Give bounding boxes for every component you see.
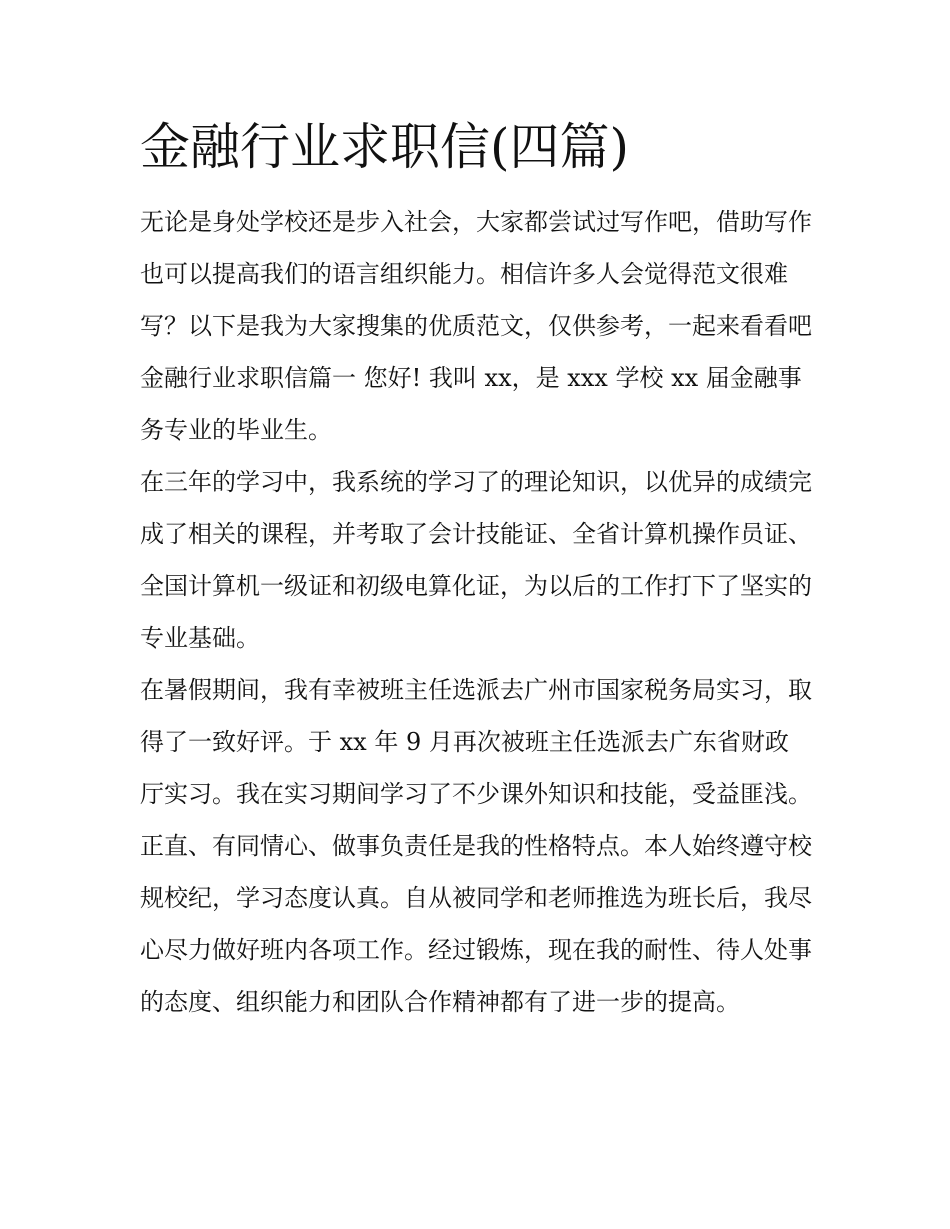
study-paragraph: 在三年的学习中，我系统的学习了的理论知识，以优异的成绩完成了相关的课程，并考取了会计技能证、全省计算机操作员证、全国计算机一级证和初级电算化证，为以后的工作打下了坚实的专业基础。 bbox=[140, 468, 812, 652]
document-title: 金融行业求职信(四篇) bbox=[140, 118, 630, 176]
intro-paragraph: 无论是身处学校还是步入社会，大家都尝试过写作吧，借助写作也可以提高我们的语言组织能力。相信许多人会觉得范文很难写？以下是我为大家搜集的优质范文，仅供参考，一起来看看吧 bbox=[140, 208, 812, 340]
letter-opening-paragraph: 金融行业求职信篇一 您好! 我叫 xx，是 xxx 学校 xx 届金融事务专业的毕业生。 bbox=[140, 364, 802, 444]
document-body bbox=[140, 196, 812, 1028]
internship-paragraph: 在暑假期间，我有幸被班主任选派去广州市国家税务局实习，取得了一致好评。于 xx 年 9 月再次被班主任选派去广东省财政厅实习。我在实习期间学习了不少课外知识和技能，受益匪浅。正直、有同情心、做事负责任是我的性格特点。本人始终遵守校规校纪，学习态度认真。自从被同学和老师推选为班长后，我尽心尽力做好班内各项工作。经过锻炼，现在我的耐性、待人处事的态度、组织能力和团队合作精神都有了进一步的提高。 bbox=[140, 676, 812, 1016]
